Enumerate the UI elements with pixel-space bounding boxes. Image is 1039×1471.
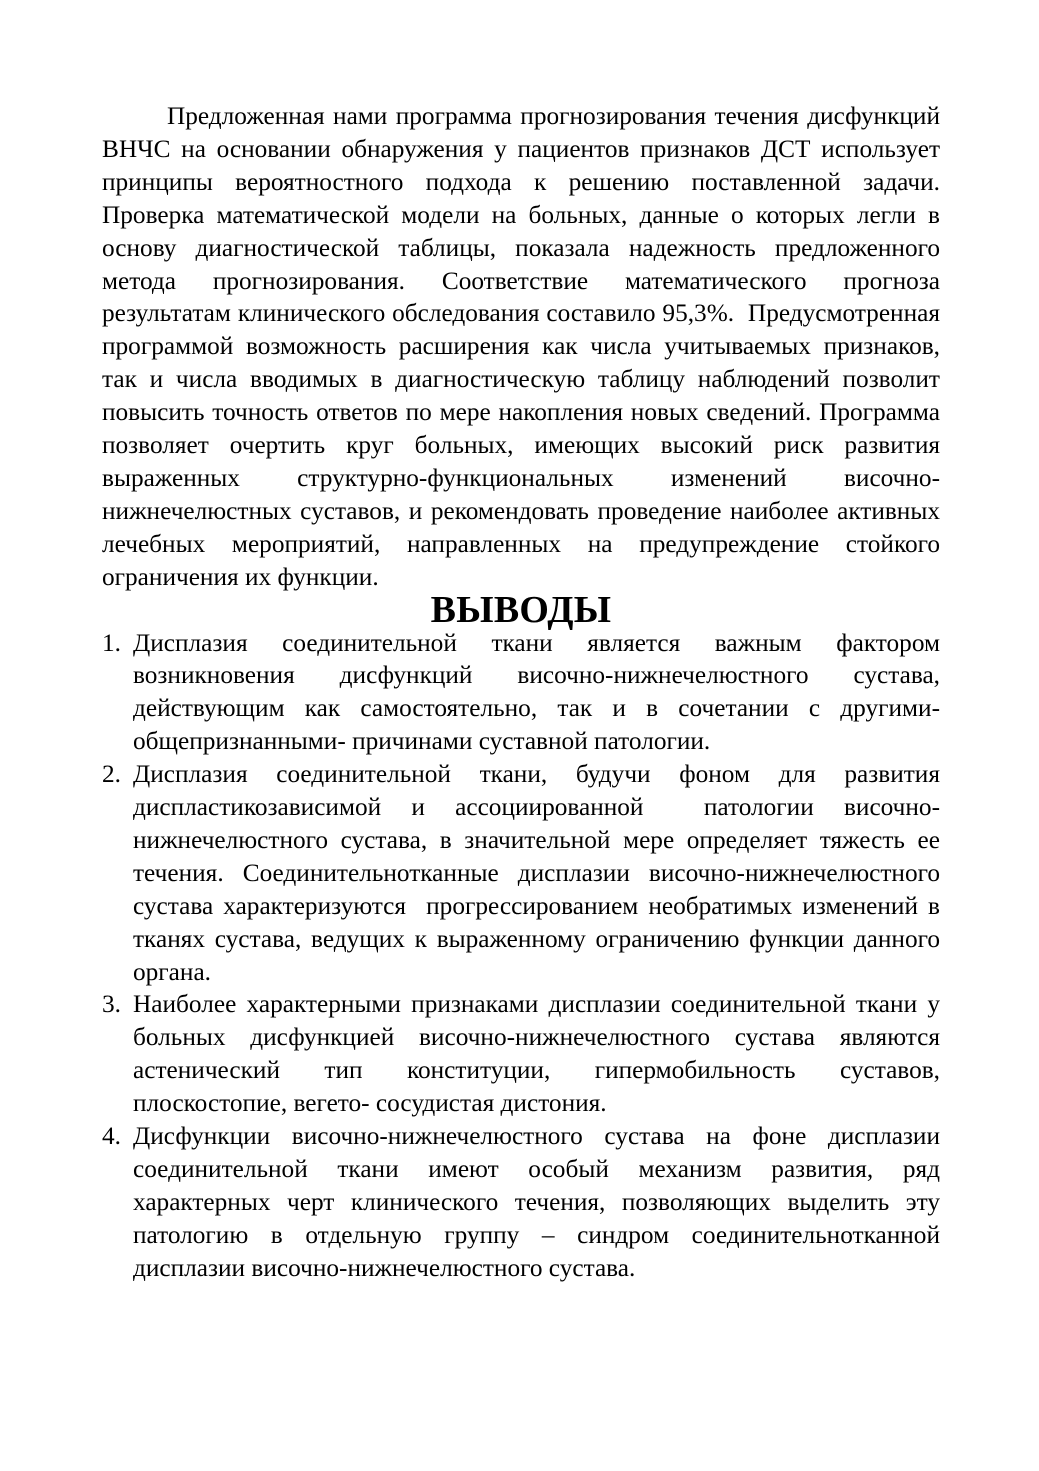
conclusion-number: 2. — [102, 760, 121, 789]
conclusions-list — [102, 627, 940, 1285]
conclusion-number: 1. — [102, 628, 121, 657]
conclusions-heading: ВЫВОДЫ — [430, 588, 612, 631]
conclusion-item — [102, 758, 940, 988]
conclusion-number: 3. — [102, 990, 121, 1019]
conclusion-text: Дисплазия соединительной ткани является важным фактором возникновения дисфункций височно-нижнечелюстного сустава, действующим как самостоятельно, так и в сочетании с другими-общепризнанными- причинами суставной патологии. — [133, 628, 940, 756]
conclusion-number: 4. — [102, 1122, 121, 1151]
conclusion-text: Дисфункции височно-нижнечелюстного сустава на фоне дисплазии соединительной ткани имеют особый механизм развития, ряд характерных черт клинического течения, позволяющих выделить эту патологию в отдельную группу – синдром соединительнотканной дисплазии височно-нижнечелюстного сустава. — [133, 1122, 940, 1282]
conclusion-text: Дисплазия соединительной ткани, будучи фоном для развития диспластикозависимой и ассоциированной патологии височно-нижнечелюстного сустава, в значительной мере определяет тяжесть ее течения. Соединительнотканные дисплазии височно-нижнечелюстного сустава характеризуются прогрессированием необратимых изменений в тканях сустава, ведущих к выраженному ограничению функции данного органа. — [133, 760, 940, 986]
conclusion-item — [102, 1120, 940, 1285]
document-page — [102, 100, 940, 1285]
conclusion-text: Наиболее характерными признаками дисплазии соединительной ткани у больных дисфункцией височно-нижнечелюстного сустава являются астенический тип конституции, гипермобильность суставов, плоскостопие, вегето- сосудистая дистония. — [133, 990, 940, 1118]
conclusion-item — [102, 988, 940, 1120]
intro-paragraph: Предложенная нами программа прогнозирования течения дисфункций ВНЧС на основании обнаружения у пациентов признаков ДСТ использует принципы вероятностного подхода к решению поставленной задачи. Проверка математической модели на больных, данные о которых легли в основу диагностической таблицы, показала надежность предложенного метода прогнозирования. Соответствие математического прогноза результатам клинического обследования составило 95,3%. Предусмотренная программой возможность расширения как числа учитываемых признаков, так и числа вводимых в диагностическую таблицу наблюдений позволит повысить точность ответов по мере накопления новых сведений. Программа позволяет очертить круг больных, имеющих высокий риск развития выраженных структурно-функциональных изменений височно-нижнечелюстных суставов, и рекомендовать проведение наиболее активных лечебных мероприятий, направленных на предупреждение стойкого ограничения их функции. — [102, 102, 940, 591]
conclusion-item — [102, 627, 940, 759]
